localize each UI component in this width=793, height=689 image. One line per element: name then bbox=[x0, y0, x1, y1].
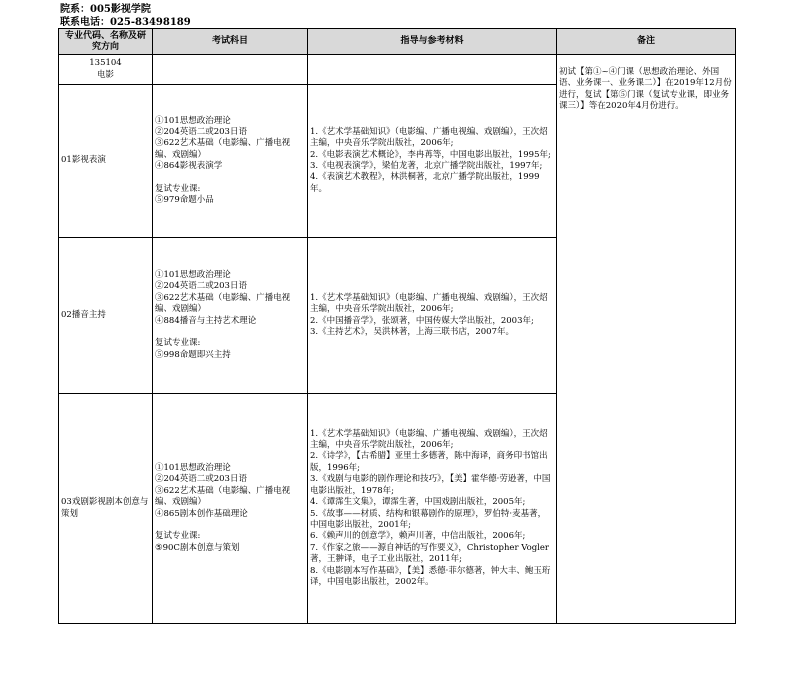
reference-item: 1.《艺术学基础知识》（电影编、广播电视编、戏剧编），王次炤主编，中央音乐学院出版社，2006年; bbox=[310, 292, 548, 315]
subject-item: ②204英语二或203日语 bbox=[155, 126, 247, 137]
major-name: 电影 bbox=[96, 69, 114, 80]
subjects-cell bbox=[153, 85, 308, 238]
subject-item: ③622艺术基础（电影编、广播电视编、戏剧编） bbox=[155, 138, 291, 160]
reference-item: 1.《艺术学基础知识》（电影编、广播电视编、戏剧编），王次炤主编，中央音乐学院出版社，2006年; bbox=[310, 126, 548, 149]
subject-item: ④865剧本创作基础理论 bbox=[155, 508, 248, 519]
subjects-cell bbox=[153, 238, 308, 394]
reference-item: 1.《艺术学基础知识》（电影编、广播电视编、戏剧编），王次炤主编，中央音乐学院出版社，2006年; bbox=[310, 428, 548, 451]
subject-item: ①101思想政治理论 bbox=[155, 115, 231, 126]
reference-item: 3.《电视表演学》，梁伯龙著，北京广播学院出版社，1997年; bbox=[310, 161, 543, 171]
program-table bbox=[58, 28, 736, 624]
subject-item: ①101思想政治理论 bbox=[155, 270, 231, 281]
department-label: 院系：005影视学院 bbox=[60, 4, 151, 15]
reference-item: 2.《电影表演艺术概论》，李冉苒等，中国电影出版社，1995年; bbox=[310, 149, 551, 160]
remark-text: 初试【第①~④门课（思想政治理论、外国语、业务课一、业务课二）】在2019年12月份进行，复试【第⑤门课（复试专业课，即业务课三）】等在2020年4月份进行。 bbox=[559, 67, 732, 112]
reference-item: 4.《谭霈生文集》，谭霈生著，中国戏剧出版社，2005年; bbox=[310, 497, 526, 508]
col-header-subjects: 考试科目 bbox=[153, 29, 308, 55]
references-cell bbox=[308, 394, 557, 624]
remark-cell bbox=[557, 55, 736, 624]
empty-cell bbox=[308, 55, 557, 85]
reference-item: 3.《戏剧与电影的剧作理论和技巧》，【美】霍华德·劳逊著，中国电影出版社，1978年; bbox=[310, 474, 551, 496]
col-header-remarks: 备注 bbox=[557, 29, 736, 55]
subject-item: ②204英语二或203日语 bbox=[155, 474, 247, 485]
reference-item: 7.《作家之旅——源自神话的写作要义》，Christopher Vogler 著，王翀译，电子工业出版社，2011年; bbox=[310, 542, 549, 565]
reference-item: 5.《故事——材质、结构和银幕剧作的原理》，罗伯特·麦基著，中国电影出版社，2001年; bbox=[310, 508, 547, 530]
direction-name: 02播音主持 bbox=[59, 238, 153, 394]
table-header-row bbox=[59, 29, 736, 55]
retest-subject: ⑤90C剧本创意与策划 bbox=[155, 542, 240, 553]
subject-item: ④884播音与主持艺术理论 bbox=[155, 315, 257, 326]
page-header bbox=[60, 3, 191, 29]
major-code: 135104 bbox=[89, 58, 122, 69]
subject-item: ③622艺术基础（电影编、广播电视编、戏剧编） bbox=[155, 292, 291, 315]
subjects-cell bbox=[153, 394, 308, 624]
retest-label: 复试专业课: bbox=[155, 338, 201, 349]
direction-name: 01影视表演 bbox=[59, 85, 153, 238]
retest-label: 复试专业课: bbox=[155, 183, 201, 194]
subject-item: ④864影视表演学 bbox=[155, 161, 223, 172]
subject-item: ③622艺术基础（电影编、广播电视编、戏剧编） bbox=[155, 485, 291, 508]
reference-item: 8.《电影剧本写作基础》，【美】悉德·菲尔德著，钟大丰、鲍玉珩译，中国电影出版社，2002年。 bbox=[310, 565, 551, 587]
direction-name: 03戏剧影视剧本创意与策划 bbox=[59, 394, 153, 624]
retest-label: 复试专业课: bbox=[155, 531, 201, 542]
subject-item: ①101思想政治理论 bbox=[155, 463, 231, 474]
major-row bbox=[59, 55, 736, 85]
reference-item: 4.《表演艺术教程》，林洪桐著，北京广播学院出版社，1999年。 bbox=[310, 172, 540, 194]
references-cell bbox=[308, 238, 557, 394]
phone-label: 联系电话：025-83498189 bbox=[60, 17, 191, 28]
reference-item: 2.《中国播音学》，张颂著，中国传媒大学出版社，2003年; bbox=[310, 315, 534, 326]
empty-cell bbox=[153, 55, 308, 85]
retest-subject: ⑤979命题小品 bbox=[155, 195, 214, 206]
col-header-references: 指导与参考材料 bbox=[308, 29, 557, 55]
reference-item: 2.《诗学》，【古希腊】亚里士多德著，陈中海译，商务印书馆出版，1996年; bbox=[310, 451, 548, 473]
reference-item: 3.《主持艺术》，吴洪林著，上海三联书店，2007年。 bbox=[310, 326, 514, 337]
references-cell bbox=[308, 85, 557, 238]
retest-subject: ⑤998命题即兴主持 bbox=[155, 349, 231, 360]
reference-item: 6.《赖声川的创意学》，赖声川著，中信出版社，2006年; bbox=[310, 531, 526, 542]
major-code-cell bbox=[59, 55, 153, 85]
col-header-major: 专业代码、名称及研究方向 bbox=[59, 29, 153, 55]
subject-item: ②204英语二或203日语 bbox=[155, 281, 247, 292]
